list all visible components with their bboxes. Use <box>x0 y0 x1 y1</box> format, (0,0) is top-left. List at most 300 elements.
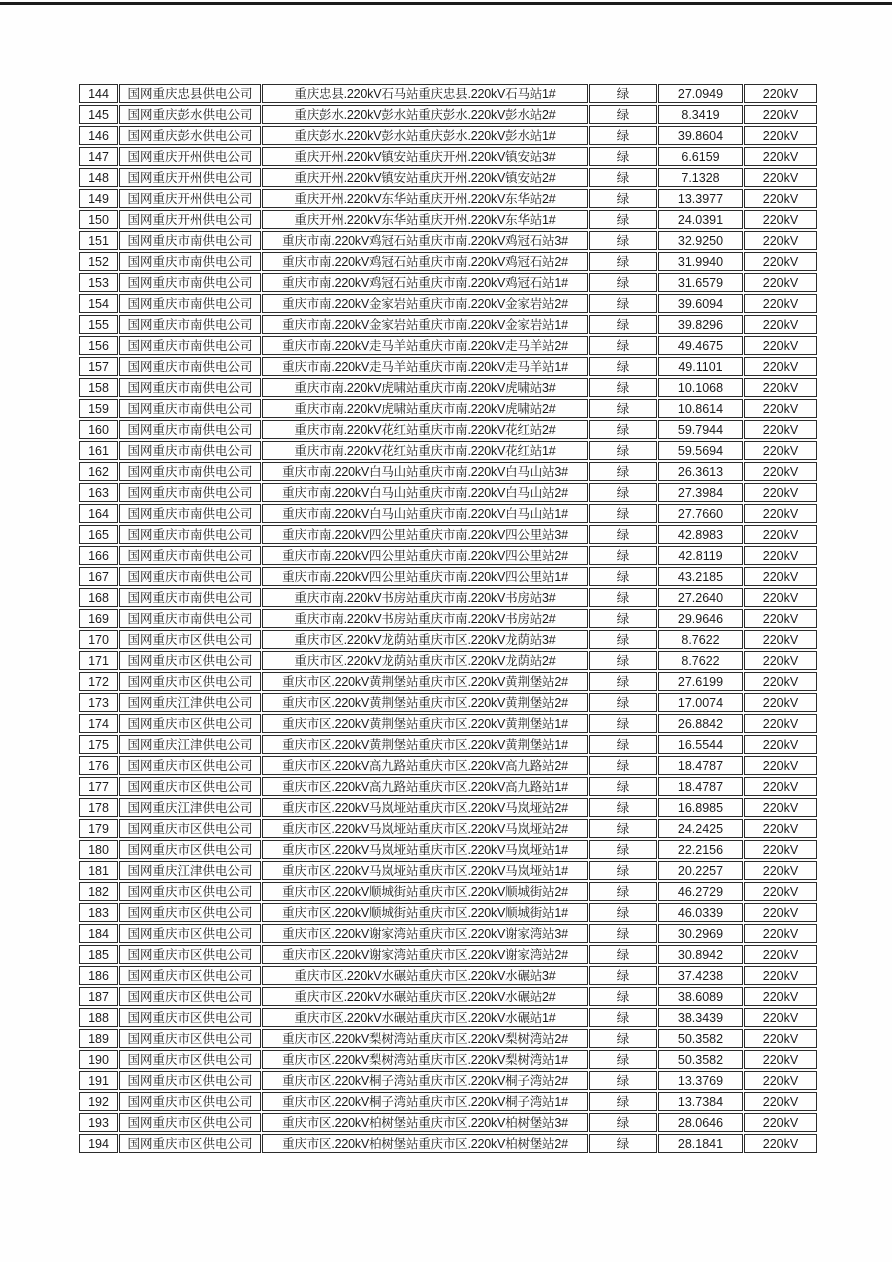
status-cell: 绿 <box>589 630 657 649</box>
row-number-cell: 178 <box>79 798 118 817</box>
value-cell: 49.4675 <box>658 336 743 355</box>
status-cell: 绿 <box>589 273 657 292</box>
table-row <box>79 420 817 439</box>
transformer-description-cell: 重庆市南.220kV走马羊站重庆市南.220kV走马羊站2# <box>262 336 588 355</box>
transformer-description-cell: 重庆市南.220kV金家岩站重庆市南.220kV金家岩站2# <box>262 294 588 313</box>
voltage-level-cell: 220kV <box>744 1092 817 1111</box>
voltage-level-cell: 220kV <box>744 147 817 166</box>
company-cell: 国网重庆市区供电公司 <box>119 672 261 691</box>
row-number-cell: 160 <box>79 420 118 439</box>
row-number-cell: 194 <box>79 1134 118 1153</box>
table-row <box>79 1008 817 1027</box>
row-number-cell: 151 <box>79 231 118 250</box>
status-cell: 绿 <box>589 483 657 502</box>
value-cell: 10.1068 <box>658 378 743 397</box>
status-cell: 绿 <box>589 1092 657 1111</box>
transformer-description-cell: 重庆市区.220kV马岚垭站重庆市区.220kV马岚垭站2# <box>262 798 588 817</box>
row-number-cell: 155 <box>79 315 118 334</box>
voltage-level-cell: 220kV <box>744 609 817 628</box>
value-cell: 49.1101 <box>658 357 743 376</box>
row-number-cell: 183 <box>79 903 118 922</box>
row-number-cell: 148 <box>79 168 118 187</box>
row-number-cell: 173 <box>79 693 118 712</box>
transformer-description-cell: 重庆市南.220kV鸡冠石站重庆市南.220kV鸡冠石站1# <box>262 273 588 292</box>
company-cell: 国网重庆市区供电公司 <box>119 966 261 985</box>
value-cell: 7.1328 <box>658 168 743 187</box>
row-number-cell: 175 <box>79 735 118 754</box>
company-cell: 国网重庆市区供电公司 <box>119 882 261 901</box>
status-cell: 绿 <box>589 1008 657 1027</box>
row-number-cell: 181 <box>79 861 118 880</box>
status-cell: 绿 <box>589 336 657 355</box>
table-row <box>79 546 817 565</box>
table-row <box>79 1029 817 1048</box>
table-row <box>79 693 817 712</box>
status-cell: 绿 <box>589 168 657 187</box>
company-cell: 国网重庆市区供电公司 <box>119 714 261 733</box>
company-cell: 国网重庆江津供电公司 <box>119 693 261 712</box>
value-cell: 28.0646 <box>658 1113 743 1132</box>
voltage-level-cell: 220kV <box>744 1008 817 1027</box>
table-row <box>79 336 817 355</box>
value-cell: 39.8296 <box>658 315 743 334</box>
company-cell: 国网重庆市区供电公司 <box>119 819 261 838</box>
voltage-level-cell: 220kV <box>744 273 817 292</box>
transformer-description-cell: 重庆市南.220kV白马山站重庆市南.220kV白马山站2# <box>262 483 588 502</box>
table-row <box>79 1092 817 1111</box>
company-cell: 国网重庆市南供电公司 <box>119 462 261 481</box>
status-cell: 绿 <box>589 420 657 439</box>
transformer-description-cell: 重庆市区.220kV梨树湾站重庆市区.220kV梨树湾站1# <box>262 1050 588 1069</box>
voltage-level-cell: 220kV <box>744 525 817 544</box>
value-cell: 50.3582 <box>658 1029 743 1048</box>
transformer-description-cell: 重庆彭水.220kV彭水站重庆彭水.220kV彭水站1# <box>262 126 588 145</box>
voltage-level-cell: 220kV <box>744 126 817 145</box>
table-row <box>79 1134 817 1153</box>
value-cell: 26.3613 <box>658 462 743 481</box>
status-cell: 绿 <box>589 714 657 733</box>
row-number-cell: 177 <box>79 777 118 796</box>
transformer-description-cell: 重庆市区.220kV龙荫站重庆市区.220kV龙荫站3# <box>262 630 588 649</box>
row-number-cell: 147 <box>79 147 118 166</box>
row-number-cell: 187 <box>79 987 118 1006</box>
transformer-description-cell: 重庆市南.220kV四公里站重庆市南.220kV四公里站3# <box>262 525 588 544</box>
transformer-description-cell: 重庆市南.220kV白马山站重庆市南.220kV白马山站3# <box>262 462 588 481</box>
company-cell: 国网重庆市区供电公司 <box>119 1092 261 1111</box>
voltage-level-cell: 220kV <box>744 714 817 733</box>
transformer-description-cell: 重庆市南.220kV鸡冠石站重庆市南.220kV鸡冠石站2# <box>262 252 588 271</box>
table-row <box>79 903 817 922</box>
voltage-level-cell: 220kV <box>744 966 817 985</box>
status-cell: 绿 <box>589 1050 657 1069</box>
table-row <box>79 126 817 145</box>
table-row <box>79 273 817 292</box>
company-cell: 国网重庆开州供电公司 <box>119 189 261 208</box>
transformer-description-cell: 重庆市区.220kV水碾站重庆市区.220kV水碾站1# <box>262 1008 588 1027</box>
voltage-level-cell: 220kV <box>744 168 817 187</box>
status-cell: 绿 <box>589 189 657 208</box>
transformer-description-cell: 重庆市区.220kV高九路站重庆市区.220kV高九路站2# <box>262 756 588 775</box>
value-cell: 8.7622 <box>658 651 743 670</box>
row-number-cell: 190 <box>79 1050 118 1069</box>
transformer-description-cell: 重庆彭水.220kV彭水站重庆彭水.220kV彭水站2# <box>262 105 588 124</box>
status-cell: 绿 <box>589 315 657 334</box>
voltage-level-cell: 220kV <box>744 231 817 250</box>
transformer-description-cell: 重庆市南.220kV四公里站重庆市南.220kV四公里站1# <box>262 567 588 586</box>
status-cell: 绿 <box>589 756 657 775</box>
table-row <box>79 651 817 670</box>
value-cell: 46.2729 <box>658 882 743 901</box>
company-cell: 国网重庆市区供电公司 <box>119 777 261 796</box>
voltage-level-cell: 220kV <box>744 693 817 712</box>
voltage-level-cell: 220kV <box>744 105 817 124</box>
company-cell: 国网重庆市南供电公司 <box>119 378 261 397</box>
substation-transformer-table <box>78 82 818 1155</box>
table-row <box>79 105 817 124</box>
table-row <box>79 441 817 460</box>
value-cell: 27.3984 <box>658 483 743 502</box>
table-row <box>79 84 817 103</box>
row-number-cell: 176 <box>79 756 118 775</box>
company-cell: 国网重庆市区供电公司 <box>119 840 261 859</box>
voltage-level-cell: 220kV <box>744 1071 817 1090</box>
row-number-cell: 170 <box>79 630 118 649</box>
value-cell: 32.9250 <box>658 231 743 250</box>
table-row <box>79 252 817 271</box>
status-cell: 绿 <box>589 672 657 691</box>
status-cell: 绿 <box>589 231 657 250</box>
company-cell: 国网重庆江津供电公司 <box>119 735 261 754</box>
row-number-cell: 154 <box>79 294 118 313</box>
voltage-level-cell: 220kV <box>744 882 817 901</box>
table-row <box>79 735 817 754</box>
company-cell: 国网重庆市区供电公司 <box>119 1071 261 1090</box>
table-row <box>79 1050 817 1069</box>
table-row <box>79 924 817 943</box>
company-cell: 国网重庆市南供电公司 <box>119 231 261 250</box>
status-cell: 绿 <box>589 252 657 271</box>
table-row <box>79 714 817 733</box>
transformer-description-cell: 重庆市区.220kV桐子湾站重庆市区.220kV桐子湾站2# <box>262 1071 588 1090</box>
status-cell: 绿 <box>589 1113 657 1132</box>
value-cell: 27.2640 <box>658 588 743 607</box>
voltage-level-cell: 220kV <box>744 504 817 523</box>
transformer-description-cell: 重庆市南.220kV书房站重庆市南.220kV书房站2# <box>262 609 588 628</box>
company-cell: 国网重庆市南供电公司 <box>119 357 261 376</box>
transformer-description-cell: 重庆市区.220kV黄荆堡站重庆市区.220kV黄荆堡站2# <box>262 693 588 712</box>
voltage-level-cell: 220kV <box>744 777 817 796</box>
row-number-cell: 159 <box>79 399 118 418</box>
voltage-level-cell: 220kV <box>744 189 817 208</box>
transformer-description-cell: 重庆市区.220kV马岚垭站重庆市区.220kV马岚垭站2# <box>262 819 588 838</box>
row-number-cell: 157 <box>79 357 118 376</box>
row-number-cell: 179 <box>79 819 118 838</box>
table-row <box>79 231 817 250</box>
status-cell: 绿 <box>589 525 657 544</box>
value-cell: 10.8614 <box>658 399 743 418</box>
table-row <box>79 1113 817 1132</box>
table-row <box>79 672 817 691</box>
value-cell: 37.4238 <box>658 966 743 985</box>
voltage-level-cell: 220kV <box>744 1050 817 1069</box>
transformer-description-cell: 重庆忠县.220kV石马站重庆忠县.220kV石马站1# <box>262 84 588 103</box>
company-cell: 国网重庆彭水供电公司 <box>119 105 261 124</box>
row-number-cell: 174 <box>79 714 118 733</box>
row-number-cell: 191 <box>79 1071 118 1090</box>
value-cell: 27.0949 <box>658 84 743 103</box>
value-cell: 13.3977 <box>658 189 743 208</box>
transformer-description-cell: 重庆市南.220kV四公里站重庆市南.220kV四公里站2# <box>262 546 588 565</box>
transformer-description-cell: 重庆市区.220kV桐子湾站重庆市区.220kV桐子湾站1# <box>262 1092 588 1111</box>
row-number-cell: 150 <box>79 210 118 229</box>
transformer-description-cell: 重庆开州.220kV东华站重庆开州.220kV东华站1# <box>262 210 588 229</box>
company-cell: 国网重庆市南供电公司 <box>119 504 261 523</box>
table-row <box>79 378 817 397</box>
status-cell: 绿 <box>589 441 657 460</box>
voltage-level-cell: 220kV <box>744 252 817 271</box>
value-cell: 24.0391 <box>658 210 743 229</box>
voltage-level-cell: 220kV <box>744 1029 817 1048</box>
company-cell: 国网重庆市南供电公司 <box>119 315 261 334</box>
company-cell: 国网重庆市南供电公司 <box>119 399 261 418</box>
status-cell: 绿 <box>589 546 657 565</box>
status-cell: 绿 <box>589 966 657 985</box>
company-cell: 国网重庆市区供电公司 <box>119 1008 261 1027</box>
voltage-level-cell: 220kV <box>744 420 817 439</box>
company-cell: 国网重庆市南供电公司 <box>119 525 261 544</box>
company-cell: 国网重庆市南供电公司 <box>119 336 261 355</box>
company-cell: 国网重庆开州供电公司 <box>119 168 261 187</box>
status-cell: 绿 <box>589 378 657 397</box>
status-cell: 绿 <box>589 84 657 103</box>
row-number-cell: 152 <box>79 252 118 271</box>
voltage-level-cell: 220kV <box>744 924 817 943</box>
voltage-level-cell: 220kV <box>744 735 817 754</box>
table-row <box>79 840 817 859</box>
transformer-description-cell: 重庆市区.220kV柏树堡站重庆市区.220kV柏树堡站3# <box>262 1113 588 1132</box>
transformer-description-cell: 重庆市区.220kV水碾站重庆市区.220kV水碾站3# <box>262 966 588 985</box>
table-row <box>79 861 817 880</box>
voltage-level-cell: 220kV <box>744 378 817 397</box>
transformer-description-cell: 重庆市南.220kV花红站重庆市南.220kV花红站2# <box>262 420 588 439</box>
value-cell: 31.9940 <box>658 252 743 271</box>
value-cell: 27.6199 <box>658 672 743 691</box>
table-row <box>79 609 817 628</box>
company-cell: 国网重庆市区供电公司 <box>119 924 261 943</box>
company-cell: 国网重庆市南供电公司 <box>119 588 261 607</box>
value-cell: 42.8119 <box>658 546 743 565</box>
voltage-level-cell: 220kV <box>744 861 817 880</box>
transformer-description-cell: 重庆市南.220kV虎啸站重庆市南.220kV虎啸站3# <box>262 378 588 397</box>
transformer-description-cell: 重庆市南.220kV走马羊站重庆市南.220kV走马羊站1# <box>262 357 588 376</box>
row-number-cell: 164 <box>79 504 118 523</box>
transformer-description-cell: 重庆市南.220kV书房站重庆市南.220kV书房站3# <box>262 588 588 607</box>
voltage-level-cell: 220kV <box>744 483 817 502</box>
row-number-cell: 172 <box>79 672 118 691</box>
status-cell: 绿 <box>589 399 657 418</box>
status-cell: 绿 <box>589 735 657 754</box>
company-cell: 国网重庆市区供电公司 <box>119 651 261 670</box>
value-cell: 13.7384 <box>658 1092 743 1111</box>
company-cell: 国网重庆市区供电公司 <box>119 903 261 922</box>
value-cell: 29.9646 <box>658 609 743 628</box>
value-cell: 46.0339 <box>658 903 743 922</box>
value-cell: 42.8983 <box>658 525 743 544</box>
status-cell: 绿 <box>589 819 657 838</box>
value-cell: 24.2425 <box>658 819 743 838</box>
status-cell: 绿 <box>589 651 657 670</box>
status-cell: 绿 <box>589 945 657 964</box>
row-number-cell: 192 <box>79 1092 118 1111</box>
status-cell: 绿 <box>589 462 657 481</box>
row-number-cell: 166 <box>79 546 118 565</box>
transformer-description-cell: 重庆市区.220kV柏树堡站重庆市区.220kV柏树堡站2# <box>262 1134 588 1153</box>
voltage-level-cell: 220kV <box>744 315 817 334</box>
voltage-level-cell: 220kV <box>744 903 817 922</box>
company-cell: 国网重庆市南供电公司 <box>119 294 261 313</box>
status-cell: 绿 <box>589 1134 657 1153</box>
table-row <box>79 462 817 481</box>
voltage-level-cell: 220kV <box>744 399 817 418</box>
page-top-rule <box>0 2 892 5</box>
company-cell: 国网重庆市区供电公司 <box>119 945 261 964</box>
row-number-cell: 193 <box>79 1113 118 1132</box>
table-row <box>79 882 817 901</box>
row-number-cell: 149 <box>79 189 118 208</box>
voltage-level-cell: 220kV <box>744 441 817 460</box>
voltage-level-cell: 220kV <box>744 630 817 649</box>
table-row <box>79 525 817 544</box>
status-cell: 绿 <box>589 1029 657 1048</box>
value-cell: 59.7944 <box>658 420 743 439</box>
transformer-description-cell: 重庆市区.220kV水碾站重庆市区.220kV水碾站2# <box>262 987 588 1006</box>
row-number-cell: 180 <box>79 840 118 859</box>
value-cell: 50.3582 <box>658 1050 743 1069</box>
value-cell: 38.6089 <box>658 987 743 1006</box>
status-cell: 绿 <box>589 567 657 586</box>
company-cell: 国网重庆市区供电公司 <box>119 1113 261 1132</box>
value-cell: 43.2185 <box>658 567 743 586</box>
transformer-description-cell: 重庆市区.220kV谢家湾站重庆市区.220kV谢家湾站3# <box>262 924 588 943</box>
value-cell: 17.0074 <box>658 693 743 712</box>
table-row <box>79 945 817 964</box>
company-cell: 国网重庆开州供电公司 <box>119 147 261 166</box>
status-cell: 绿 <box>589 294 657 313</box>
transformer-description-cell: 重庆市南.220kV鸡冠石站重庆市南.220kV鸡冠石站3# <box>262 231 588 250</box>
table-row <box>79 588 817 607</box>
table-row <box>79 567 817 586</box>
transformer-description-cell: 重庆市区.220kV顺城街站重庆市区.220kV顺城街站1# <box>262 903 588 922</box>
transformer-description-cell: 重庆开州.220kV镇安站重庆开州.220kV镇安站2# <box>262 168 588 187</box>
row-number-cell: 167 <box>79 567 118 586</box>
value-cell: 8.7622 <box>658 630 743 649</box>
table-row <box>79 630 817 649</box>
voltage-level-cell: 220kV <box>744 756 817 775</box>
value-cell: 13.3769 <box>658 1071 743 1090</box>
status-cell: 绿 <box>589 105 657 124</box>
transformer-description-cell: 重庆市南.220kV虎啸站重庆市南.220kV虎啸站2# <box>262 399 588 418</box>
transformer-description-cell: 重庆市区.220kV黄荆堡站重庆市区.220kV黄荆堡站1# <box>262 735 588 754</box>
status-cell: 绿 <box>589 882 657 901</box>
table-row <box>79 210 817 229</box>
row-number-cell: 169 <box>79 609 118 628</box>
row-number-cell: 162 <box>79 462 118 481</box>
transformer-description-cell: 重庆市区.220kV梨树湾站重庆市区.220kV梨树湾站2# <box>262 1029 588 1048</box>
company-cell: 国网重庆市南供电公司 <box>119 441 261 460</box>
voltage-level-cell: 220kV <box>744 1134 817 1153</box>
value-cell: 16.8985 <box>658 798 743 817</box>
status-cell: 绿 <box>589 588 657 607</box>
company-cell: 国网重庆江津供电公司 <box>119 861 261 880</box>
transformer-description-cell: 重庆市区.220kV黄荆堡站重庆市区.220kV黄荆堡站1# <box>262 714 588 733</box>
row-number-cell: 158 <box>79 378 118 397</box>
table-row <box>79 189 817 208</box>
transformer-description-cell: 重庆市区.220kV顺城街站重庆市区.220kV顺城街站2# <box>262 882 588 901</box>
value-cell: 30.8942 <box>658 945 743 964</box>
company-cell: 国网重庆市区供电公司 <box>119 1050 261 1069</box>
row-number-cell: 161 <box>79 441 118 460</box>
value-cell: 28.1841 <box>658 1134 743 1153</box>
value-cell: 39.8604 <box>658 126 743 145</box>
row-number-cell: 168 <box>79 588 118 607</box>
company-cell: 国网重庆市南供电公司 <box>119 483 261 502</box>
transformer-description-cell: 重庆市区.220kV高九路站重庆市区.220kV高九路站1# <box>262 777 588 796</box>
company-cell: 国网重庆市南供电公司 <box>119 420 261 439</box>
value-cell: 20.2257 <box>658 861 743 880</box>
value-cell: 30.2969 <box>658 924 743 943</box>
company-cell: 国网重庆市区供电公司 <box>119 1029 261 1048</box>
company-cell: 国网重庆市区供电公司 <box>119 987 261 1006</box>
company-cell: 国网重庆开州供电公司 <box>119 210 261 229</box>
status-cell: 绿 <box>589 147 657 166</box>
status-cell: 绿 <box>589 840 657 859</box>
table-row <box>79 987 817 1006</box>
value-cell: 38.3439 <box>658 1008 743 1027</box>
company-cell: 国网重庆市南供电公司 <box>119 567 261 586</box>
voltage-level-cell: 220kV <box>744 84 817 103</box>
company-cell: 国网重庆彭水供电公司 <box>119 126 261 145</box>
transformer-description-cell: 重庆市区.220kV马岚垭站重庆市区.220kV马岚垭站1# <box>262 861 588 880</box>
row-number-cell: 189 <box>79 1029 118 1048</box>
company-cell: 国网重庆市南供电公司 <box>119 273 261 292</box>
row-number-cell: 171 <box>79 651 118 670</box>
row-number-cell: 185 <box>79 945 118 964</box>
value-cell: 6.6159 <box>658 147 743 166</box>
voltage-level-cell: 220kV <box>744 987 817 1006</box>
table-row <box>79 1071 817 1090</box>
value-cell: 18.4787 <box>658 777 743 796</box>
row-number-cell: 188 <box>79 1008 118 1027</box>
status-cell: 绿 <box>589 1071 657 1090</box>
voltage-level-cell: 220kV <box>744 651 817 670</box>
table-body <box>79 84 817 1153</box>
status-cell: 绿 <box>589 609 657 628</box>
transformer-description-cell: 重庆开州.220kV东华站重庆开州.220kV东华站2# <box>262 189 588 208</box>
value-cell: 59.5694 <box>658 441 743 460</box>
table-row <box>79 504 817 523</box>
transformer-description-cell: 重庆市区.220kV谢家湾站重庆市区.220kV谢家湾站2# <box>262 945 588 964</box>
row-number-cell: 153 <box>79 273 118 292</box>
status-cell: 绿 <box>589 777 657 796</box>
voltage-level-cell: 220kV <box>744 945 817 964</box>
row-number-cell: 156 <box>79 336 118 355</box>
table-row <box>79 798 817 817</box>
table-row <box>79 483 817 502</box>
value-cell: 18.4787 <box>658 756 743 775</box>
table-row <box>79 756 817 775</box>
value-cell: 39.6094 <box>658 294 743 313</box>
transformer-description-cell: 重庆市区.220kV龙荫站重庆市区.220kV龙荫站2# <box>262 651 588 670</box>
